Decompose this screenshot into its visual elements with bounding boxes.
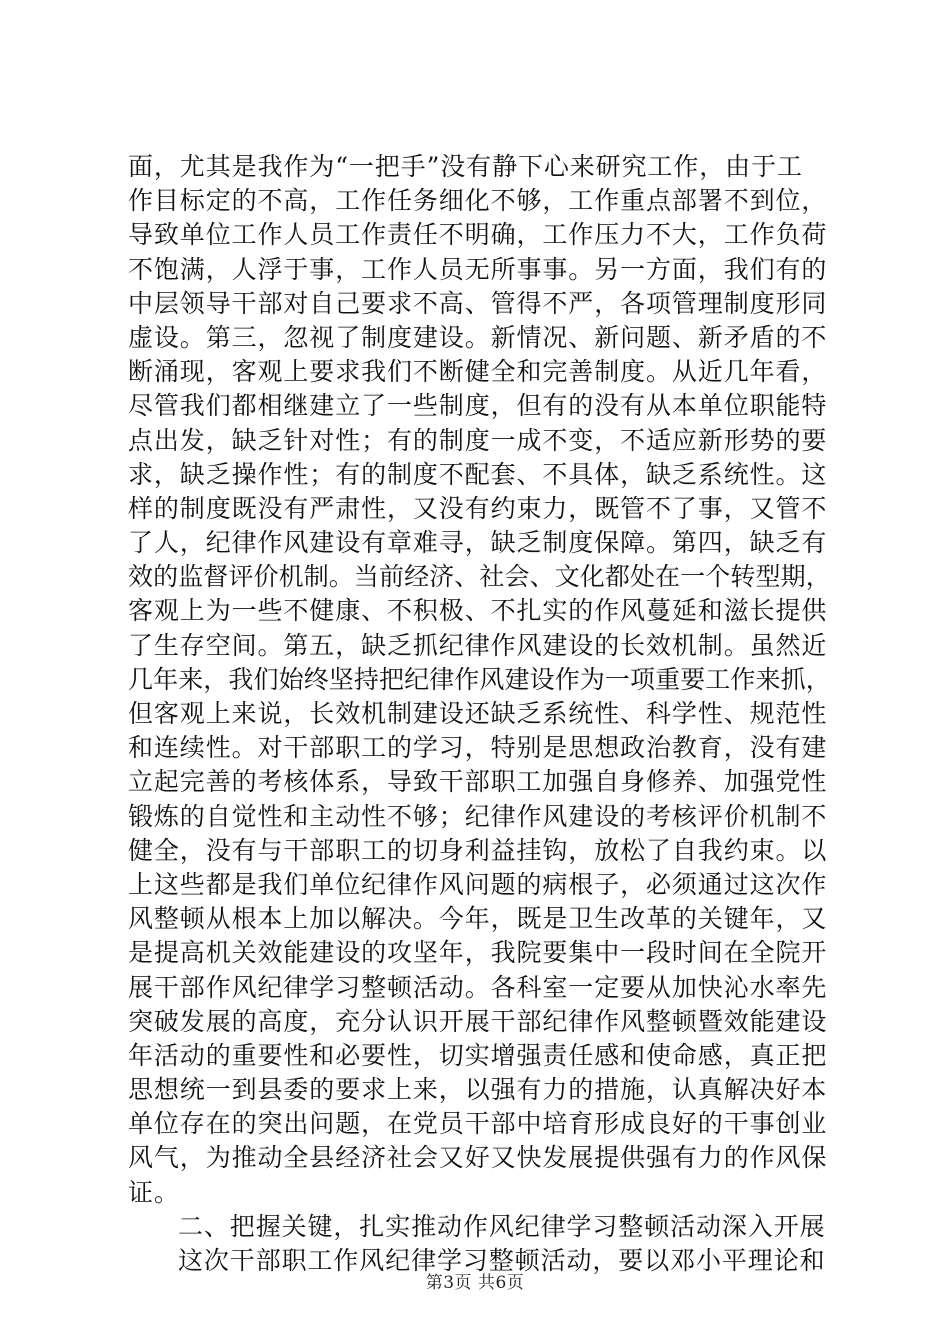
paragraph-start-line: 这次干部职工作风纪律学习整顿活动，要以邓小平理论和 (178, 1246, 826, 1275)
text-line: 健全，没有与干部职工的切身利益挂钩，放松了自我约束。以 (128, 835, 828, 865)
text-line: 导致单位工作人员工作责任不明确，工作压力不大，工作负荷 (128, 220, 828, 250)
text-line: 了生存空间。第五，缺乏抓纪律作风建设的长效机制。虽然近 (128, 630, 828, 660)
text-line: 年活动的重要性和必要性，切实增强责任感和使命感，真正把 (128, 1040, 828, 1070)
section-heading: 二、把握关键，扎实推动作风纪律学习整顿活动深入开展 (178, 1211, 826, 1241)
text-line: 效的监督评价机制。当前经济、社会、文化都处在一个转型期， (128, 562, 831, 592)
text-line: 客观上为一些不健康、不积极、不扎实的作风蔓延和滋长提供 (128, 596, 828, 626)
text-line: 虚设。第三，忽视了制度建设。新情况、新问题、新矛盾的不 (128, 322, 828, 352)
text-line: 断涌现，客观上要求我们不断健全和完善制度。从近几年看， (128, 357, 828, 387)
page-number-footer: 第3页 共6页 (425, 1273, 525, 1293)
text-line: 上这些都是我们单位纪律作风问题的病根子，必须通过这次作 (128, 869, 828, 899)
text-line: 但客观上来说，长效机制建设还缺乏系统性、科学性、规范性 (128, 699, 828, 728)
text-line: 尽管我们都相继建立了一些制度，但有的没有从本单位职能特 (128, 391, 828, 421)
text-line: 突破发展的高度，充分认识开展干部纪律作风整顿暨效能建设 (128, 1006, 828, 1036)
text-line: 展干部作风纪律学习整顿活动。各科室一定要从加快沁水率先 (128, 972, 828, 1002)
text-line: 点出发，缺乏针对性；有的制度一成不变，不适应新形势的要 (128, 425, 828, 455)
text-line: 几年来，我们始终坚持把纪律作风建设作为一项重要工作来抓， (128, 664, 831, 694)
text-line: 和连续性。对干部职工的学习，特别是思想政治教育，没有建 (128, 733, 828, 763)
text-line: 样的制度既没有严肃性，又没有约束力，既管不了事，又管不 (128, 493, 828, 523)
text-line: 求，缺乏操作性；有的制度不配套、不具体，缺乏系统性。这 (128, 459, 828, 489)
text-line: 是提高机关效能建设的攻坚年，我院要集中一段时间在全院开 (128, 938, 828, 968)
text-line: 风气，为推动全县经济社会又好又快发展提供强有力的作风保 (128, 1143, 828, 1173)
text-line: 不饱满，人浮于事，工作人员无所事事。另一方面，我们有的 (128, 254, 828, 284)
text-line: 了人，纪律作风建设有章难寻，缺乏制度保障。第四，缺乏有 (128, 528, 828, 558)
text-line: 作目标定的不高，工作任务细化不够，工作重点部署不到位， (128, 186, 828, 216)
text-line: 证。 (128, 1177, 180, 1207)
text-line: 单位存在的突出问题，在党员干部中培育形成良好的干事创业 (128, 1109, 828, 1139)
text-line: 立起完善的考核体系，导致干部职工加强自身修养、加强党性 (128, 767, 828, 797)
body-text (128, 150, 832, 1278)
text-line: 锻炼的自觉性和主动性不够；纪律作风建设的考核评价机制不 (128, 801, 828, 831)
text-line: 风整顿从根本上加以解决。今年，既是卫生改革的关键年，又 (128, 904, 828, 934)
text-line: 面，尤其是我作为“一把手”没有静下心来研究工作，由于工 (128, 152, 803, 181)
text-line: 中层领导干部对自己要求不高、管得不严，各项管理制度形同 (128, 288, 828, 318)
text-line: 思想统一到县委的要求上来，以强有力的措施，认真解决好本 (128, 1075, 828, 1105)
